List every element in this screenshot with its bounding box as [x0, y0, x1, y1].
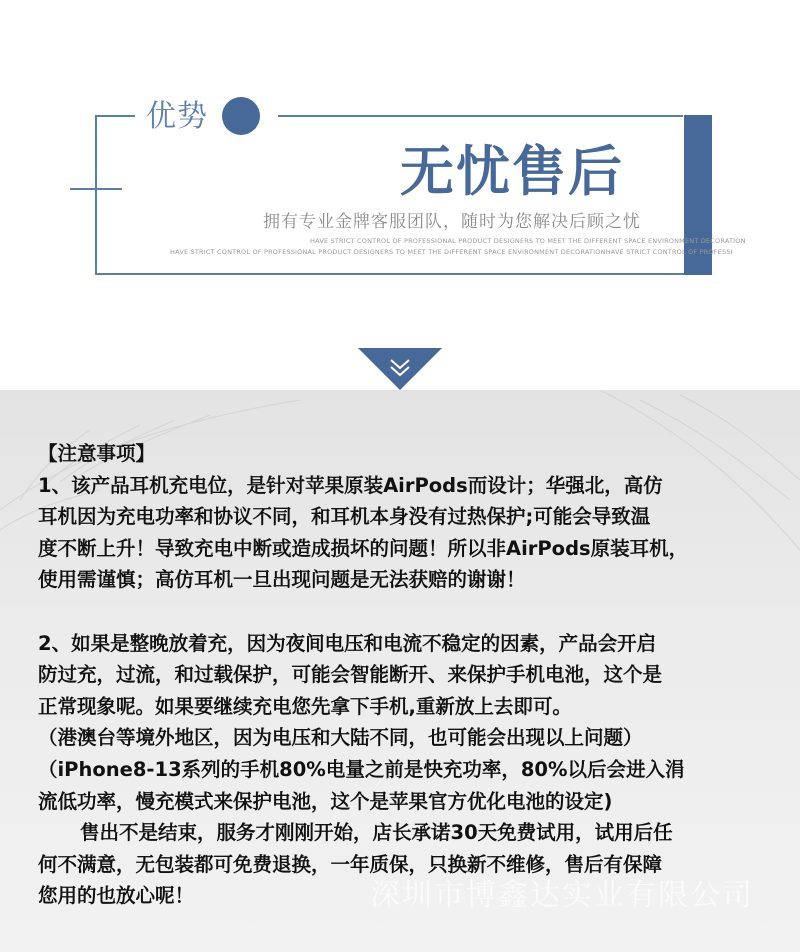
- down-arrow-icon: [358, 348, 442, 390]
- item2-line: （iPhone8-13系列的手机80%电量之前是快充功率，80%以后会进入涓: [38, 757, 685, 781]
- item2-line: 2、如果是整晚放着充，因为夜间电压和电流不稳定的因素，产品会开启: [38, 631, 657, 655]
- accent-dot-icon: [222, 97, 260, 135]
- item1-line: 1、该产品耳机充电位，是针对苹果原装AirPods而设计；华强北，高仿: [38, 473, 663, 497]
- paragraph-gap: [38, 596, 790, 628]
- item1-line: 度不断上升！导致充电中断或造成损坏的问题！所以非AirPods原装耳机，: [38, 536, 689, 560]
- item2-line: 正常现象呢。如果要继续充电您先拿下手机,重新放上去即可。: [38, 694, 572, 718]
- item1-line: 使用需谨慎；高仿耳机一旦出现问题是无法获赔的谢谢！: [38, 568, 526, 592]
- service-line: 售出不是结束，服务才刚刚开始，店长承诺30天免费试用，试用后任: [80, 821, 673, 845]
- advantage-banner: [0, 0, 800, 390]
- frame-line-left: [95, 115, 97, 275]
- frame-line-stub: [70, 188, 122, 190]
- frame-line-bottom: [95, 273, 685, 275]
- frame-line-top-left: [95, 115, 135, 117]
- item2-line: （港澳台等境外地区，因为电压和大陆不同，也可能会出现以上问题）: [38, 726, 643, 750]
- frame-line-top-right: [278, 115, 683, 117]
- notice-heading: 【注意事项】: [38, 442, 156, 465]
- page-subtitle: 拥有专业金牌客服团队，随时为您解决后顾之忧: [263, 212, 641, 232]
- company-watermark: 深圳市博鑫达实业有限公司: [370, 878, 754, 913]
- item2-line: 流低功率，慢充模式来保护电池，这个是苹果官方优化电池的设定): [38, 789, 613, 813]
- service-line: 何不满意，无包装都可免费退换，一年质保，只换新不维修，售后有保障: [38, 852, 663, 876]
- advantage-tag: 优势: [146, 99, 208, 134]
- page-title: 无忧售后: [400, 140, 624, 203]
- english-caption-1: HAVE STRICT CONTROL OF PROFESSIONAL PRODUCT DESIGNERS TO MEET THE DIFFERENT SPACE ENVIRONMENT DECORATION: [310, 237, 746, 245]
- notice-section: [0, 390, 800, 952]
- notice-body: [38, 438, 790, 912]
- item2-line: 防过充，过流，和过载保护，可能会智能断开、来保护手机电池，这个是: [38, 663, 663, 687]
- service-line: 您用的也放心呢！: [38, 884, 195, 908]
- english-caption-2: HAVE STRICT CONTROL OF PROFESSIONAL PRODUCT DESIGNERS TO MEET THE DIFFERENT SPACE ENVIRONMENT DECORATIONHAVE STRICT CONTROL OF PROFESSI: [170, 248, 733, 256]
- item1-line: 耳机因为充电功率和协议不同，和耳机本身没有过热保护;可能会导致温: [38, 505, 651, 529]
